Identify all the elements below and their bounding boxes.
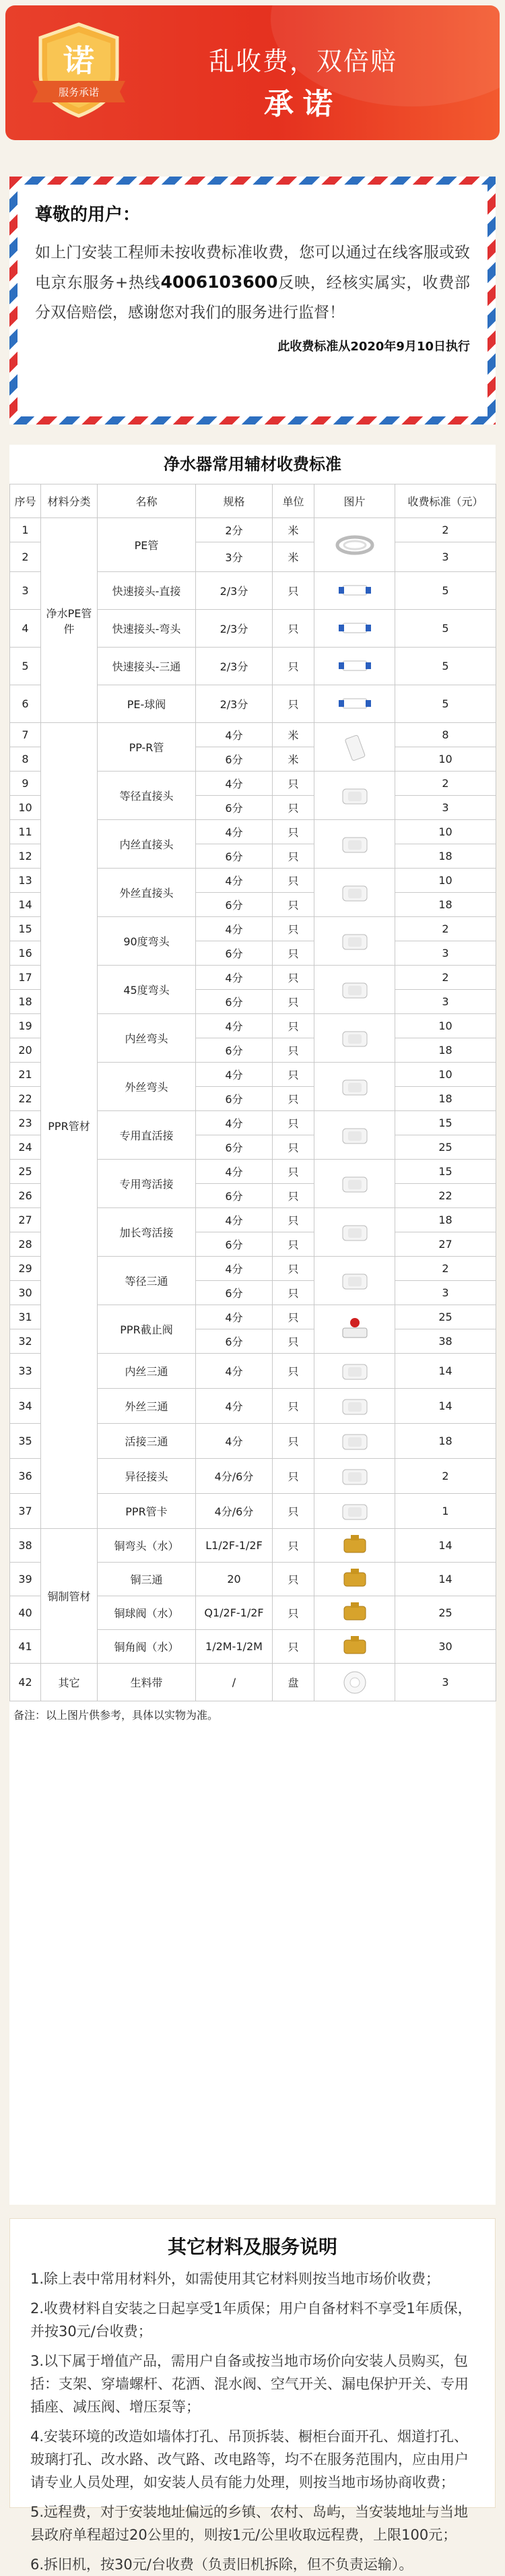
letter-body-text: 如上门安装工程师未按收费标准收费，您可以通过在线客服或致电京东服务+热线	[35, 244, 470, 292]
item-unit: 米	[273, 518, 314, 542]
item-unit: 盘	[273, 1664, 314, 1701]
row-number: 6	[10, 685, 41, 723]
item-name: 外丝三通	[98, 1389, 196, 1424]
row-number: 42	[10, 1664, 41, 1701]
item-spec: 2/3分	[196, 648, 273, 685]
item-unit: 米	[273, 747, 314, 772]
item-spec: 4分	[196, 1014, 273, 1038]
item-image	[314, 1459, 395, 1494]
item-name: 铜球阀（水）	[98, 1596, 196, 1630]
item-price: 14	[395, 1354, 496, 1389]
row-number: 19	[10, 1014, 41, 1038]
item-unit: 只	[273, 1087, 314, 1111]
item-image	[314, 1389, 395, 1424]
table-note: 备注：以上图片供参考，具体以实物为准。	[13, 1709, 219, 1722]
item-spec: 4分	[196, 1354, 273, 1389]
row-number: 20	[10, 1038, 41, 1063]
item-spec: 4分	[196, 820, 273, 844]
row-number: 21	[10, 1063, 41, 1087]
item-unit: 只	[273, 1208, 314, 1232]
banner-subtitle: 承诺	[264, 87, 342, 121]
letter-greeting: 尊敬的用户：	[35, 205, 141, 225]
row-number: 7	[10, 723, 41, 747]
row-number: 40	[10, 1596, 41, 1630]
row-number: 26	[10, 1184, 41, 1208]
item-unit: 米	[273, 542, 314, 572]
item-spec: 6分	[196, 1135, 273, 1160]
table-row	[10, 1664, 496, 1701]
item-spec: 2/3分	[196, 572, 273, 610]
item-image	[314, 648, 395, 685]
item-image	[314, 1160, 395, 1208]
item-spec: 4分	[196, 1424, 273, 1459]
product-icon	[333, 1267, 376, 1294]
row-number: 3	[10, 572, 41, 610]
item-price: 2	[395, 518, 496, 542]
product-icon	[333, 577, 376, 604]
item-spec: 4分/6分	[196, 1459, 273, 1494]
row-number: 24	[10, 1135, 41, 1160]
header-unit: 单位	[273, 484, 314, 518]
item-name: 快速接头-直接	[98, 572, 196, 610]
item-unit: 只	[273, 1135, 314, 1160]
service-note-item: 6.拆旧机，按30元/台收费（负责旧机拆除，但不负责运输）。	[30, 2556, 413, 2573]
item-price: 3	[395, 941, 496, 966]
row-number: 9	[10, 772, 41, 796]
item-price: 30	[395, 1630, 496, 1664]
service-note-item: 1.除上表中常用材料外，如需使用其它材料则按当地市场价收费；	[30, 2271, 440, 2287]
table-row	[10, 1529, 496, 1563]
item-price: 5	[395, 685, 496, 723]
item-name: 快速接头-弯头	[98, 610, 196, 648]
item-unit: 只	[273, 1232, 314, 1257]
item-unit: 只	[273, 1354, 314, 1389]
item-unit: 只	[273, 1529, 314, 1563]
item-price: 18	[395, 1038, 496, 1063]
item-spec: 6分	[196, 1038, 273, 1063]
item-name: PPR截止阀	[98, 1305, 196, 1354]
item-unit: 只	[273, 685, 314, 723]
item-spec: 6分	[196, 1184, 273, 1208]
item-spec: 2/3分	[196, 685, 273, 723]
product-icon	[333, 1358, 376, 1385]
row-number: 25	[10, 1160, 41, 1184]
item-name: 45度弯头	[98, 966, 196, 1014]
product-icon	[333, 831, 376, 858]
item-name: PPR管卡	[98, 1494, 196, 1529]
item-spec: 6分	[196, 1087, 273, 1111]
item-price: 1	[395, 1494, 496, 1529]
item-name: 内丝弯头	[98, 1014, 196, 1063]
item-spec: 6分	[196, 1232, 273, 1257]
item-price: 14	[395, 1389, 496, 1424]
item-name: 外丝直接头	[98, 869, 196, 917]
row-number: 37	[10, 1494, 41, 1529]
item-image	[314, 1596, 395, 1630]
item-price: 10	[395, 869, 496, 893]
product-icon	[333, 615, 376, 642]
item-spec: 4分	[196, 1305, 273, 1329]
item-price: 3	[395, 1664, 496, 1701]
product-icon	[333, 1532, 376, 1559]
product-icon	[333, 782, 376, 809]
row-number: 11	[10, 820, 41, 844]
item-spec: /	[196, 1664, 273, 1701]
item-spec: 2/3分	[196, 610, 273, 648]
product-icon	[333, 532, 376, 559]
service-notes-title: 其它材料及服务说明	[167, 2236, 337, 2258]
item-unit: 只	[273, 1257, 314, 1281]
row-number: 15	[10, 917, 41, 941]
item-unit: 只	[273, 1111, 314, 1135]
item-image	[314, 1630, 395, 1664]
product-icon	[333, 976, 376, 1003]
row-number: 8	[10, 747, 41, 772]
row-number: 36	[10, 1459, 41, 1494]
item-price: 2	[395, 966, 496, 990]
item-spec: 4分	[196, 723, 273, 747]
item-name: 专用弯活接	[98, 1160, 196, 1208]
service-note-item: 5.远程费，对于安装地址偏远的乡镇、农村、岛屿，当安装地址与当地县政府单程超过20公里的，则按1元/公里收取远程费，上限100元；	[30, 2504, 469, 2543]
item-spec: 6分	[196, 941, 273, 966]
product-icon	[333, 928, 376, 955]
item-unit: 只	[273, 917, 314, 941]
product-icon	[333, 1025, 376, 1052]
item-price: 10	[395, 1063, 496, 1087]
product-icon	[333, 653, 376, 680]
row-number: 23	[10, 1111, 41, 1135]
item-price: 5	[395, 610, 496, 648]
item-unit: 只	[273, 1329, 314, 1354]
item-name: 内丝直接头	[98, 820, 196, 869]
header-category: 材料分类	[41, 484, 98, 518]
item-unit: 只	[273, 1596, 314, 1630]
row-number: 30	[10, 1281, 41, 1305]
item-spec: 4分	[196, 1208, 273, 1232]
item-name: 90度弯头	[98, 917, 196, 966]
item-spec: 4分	[196, 869, 273, 893]
letter-body	[35, 238, 470, 327]
product-icon	[333, 1566, 376, 1593]
category-cell: 铜制管材	[41, 1529, 98, 1664]
item-unit: 只	[273, 966, 314, 990]
category-cell: PPR管材	[41, 723, 98, 1529]
item-unit: 只	[273, 1389, 314, 1424]
item-price: 3	[395, 796, 496, 820]
row-number: 29	[10, 1257, 41, 1281]
item-price: 3	[395, 542, 496, 572]
product-icon	[333, 1393, 376, 1420]
item-spec: 3分	[196, 542, 273, 572]
row-number: 13	[10, 869, 41, 893]
fee-table-body	[10, 518, 496, 1701]
item-spec: 6分	[196, 1281, 273, 1305]
item-price: 15	[395, 1160, 496, 1184]
item-name: 生料带	[98, 1664, 196, 1701]
item-price: 18	[395, 1424, 496, 1459]
item-name: 异径接头	[98, 1459, 196, 1494]
item-unit: 只	[273, 1063, 314, 1087]
product-icon	[333, 1122, 376, 1149]
product-icon	[333, 1219, 376, 1246]
item-image	[314, 1305, 395, 1354]
item-image	[314, 572, 395, 610]
item-unit: 只	[273, 1305, 314, 1329]
item-image	[314, 1063, 395, 1111]
item-unit: 只	[273, 1630, 314, 1664]
item-unit: 只	[273, 1014, 314, 1038]
row-number: 12	[10, 844, 41, 869]
item-price: 25	[395, 1596, 496, 1630]
item-spec: 6分	[196, 796, 273, 820]
item-unit: 只	[273, 893, 314, 917]
item-unit: 只	[273, 869, 314, 893]
item-name: 活接三通	[98, 1424, 196, 1459]
service-notes	[9, 2218, 496, 2573]
service-note-item: 4.安装环境的改造如墙体打孔、吊顶拆装、橱柜台面开孔、烟道打孔、玻璃打孔、改水路、改气路、改电路等，均不在服务范围内，应由用户请专业人员处理，如安装人员有能力处理，则按当地市场协商收费；	[30, 2428, 469, 2490]
banner-title: 乱收费，双倍赔	[208, 46, 397, 76]
fee-table-section	[9, 445, 496, 2205]
item-price: 18	[395, 893, 496, 917]
item-price: 27	[395, 1232, 496, 1257]
item-unit: 只	[273, 844, 314, 869]
item-name: PP-R管	[98, 723, 196, 772]
item-spec: Q1/2F-1/2F	[196, 1596, 273, 1630]
header-price: 收费标准（元）	[395, 484, 496, 518]
item-unit: 只	[273, 820, 314, 844]
item-price: 18	[395, 844, 496, 869]
item-name: 加长弯活接	[98, 1208, 196, 1257]
letter-body-text-2: 反映，经核实属实，收费部分双倍赔偿，感谢您对我们的服务进行监督！	[35, 274, 470, 321]
item-unit: 只	[273, 572, 314, 610]
item-spec: 4分	[196, 966, 273, 990]
header-image: 图片	[314, 484, 395, 518]
hotline-number: 4006103600	[160, 272, 278, 292]
item-image	[314, 1424, 395, 1459]
item-image	[314, 820, 395, 869]
row-number: 32	[10, 1329, 41, 1354]
item-name: 等径直接头	[98, 772, 196, 820]
item-price: 18	[395, 1087, 496, 1111]
item-spec: 20	[196, 1563, 273, 1596]
item-image	[314, 610, 395, 648]
product-icon	[333, 1316, 376, 1343]
item-name: 快速接头-三通	[98, 648, 196, 685]
row-number: 39	[10, 1563, 41, 1596]
item-unit: 只	[273, 1281, 314, 1305]
product-icon	[333, 1428, 376, 1455]
item-image	[314, 869, 395, 917]
item-name: 铜三通	[98, 1563, 196, 1596]
item-price: 8	[395, 723, 496, 747]
badge-text: 诺	[63, 42, 94, 79]
fee-table	[9, 484, 496, 1701]
service-note-item: 2.收费材料自安装之日起享受1年质保；用户自备材料不享受1年质保，并按30元/台收费；	[30, 2300, 472, 2339]
header-no: 序号	[10, 484, 41, 518]
product-icon	[333, 1073, 376, 1100]
item-unit: 只	[273, 796, 314, 820]
row-number: 14	[10, 893, 41, 917]
item-name: 专用直活接	[98, 1111, 196, 1160]
badge-ribbon-text: 服务承诺	[58, 86, 100, 98]
category-cell: 净水PE管件	[41, 518, 98, 723]
row-number: 17	[10, 966, 41, 990]
product-icon	[333, 1498, 376, 1525]
item-price: 14	[395, 1529, 496, 1563]
item-image	[314, 685, 395, 723]
item-image	[314, 917, 395, 966]
row-number: 4	[10, 610, 41, 648]
product-icon	[333, 1600, 376, 1627]
fee-table-title: 净水器常用辅材收费标准	[164, 455, 341, 474]
item-unit: 只	[273, 772, 314, 796]
item-unit: 只	[273, 610, 314, 648]
row-number: 34	[10, 1389, 41, 1424]
item-price: 10	[395, 747, 496, 772]
item-spec: 4分/6分	[196, 1494, 273, 1529]
item-price: 2	[395, 1459, 496, 1494]
service-note-item: 3.以下属于增值产品，需用户自备或按当地市场价向安装人员购买，包括：支架、穿墙螺杆、花洒、混水阀、空气开关、漏电保护开关、专用插座、减压阀、增压泵等；	[30, 2353, 469, 2415]
item-price: 3	[395, 990, 496, 1014]
item-price: 3	[395, 1281, 496, 1305]
item-spec: 2分	[196, 518, 273, 542]
item-image	[314, 1111, 395, 1160]
item-image	[314, 966, 395, 1014]
item-name: 铜角阀（水）	[98, 1630, 196, 1664]
product-icon	[333, 1463, 376, 1490]
table-header-row	[10, 484, 496, 518]
item-name: 等径三通	[98, 1257, 196, 1305]
product-icon	[333, 1170, 376, 1197]
header-spec: 规格	[196, 484, 273, 518]
item-spec: 6分	[196, 990, 273, 1014]
table-row	[10, 518, 496, 542]
product-icon	[333, 1669, 376, 1696]
row-number: 10	[10, 796, 41, 820]
item-unit: 只	[273, 1160, 314, 1184]
item-spec: 1/2M-1/2M	[196, 1630, 273, 1664]
item-spec: 4分	[196, 1257, 273, 1281]
item-spec: 4分	[196, 917, 273, 941]
item-price: 2	[395, 1257, 496, 1281]
notice-letter	[9, 177, 496, 425]
item-name: 外丝弯头	[98, 1063, 196, 1111]
item-spec: 6分	[196, 747, 273, 772]
row-number: 27	[10, 1208, 41, 1232]
item-unit: 只	[273, 941, 314, 966]
item-spec: 4分	[196, 1063, 273, 1087]
item-unit: 只	[273, 648, 314, 685]
item-unit: 只	[273, 990, 314, 1014]
row-number: 16	[10, 941, 41, 966]
item-price: 15	[395, 1111, 496, 1135]
item-image	[314, 1257, 395, 1305]
item-spec: 6分	[196, 1329, 273, 1354]
item-name: 内丝三通	[98, 1354, 196, 1389]
row-number: 22	[10, 1087, 41, 1111]
item-name: PE-球阀	[98, 685, 196, 723]
row-number: 41	[10, 1630, 41, 1664]
item-spec: 6分	[196, 893, 273, 917]
item-name: PE管	[98, 518, 196, 572]
item-unit: 只	[273, 1038, 314, 1063]
item-price: 2	[395, 772, 496, 796]
item-price: 10	[395, 820, 496, 844]
item-image	[314, 772, 395, 820]
item-unit: 米	[273, 723, 314, 747]
item-image	[314, 1664, 395, 1701]
execution-date-note: 此收费标准从2020年9月10日执行	[277, 340, 470, 354]
product-icon	[333, 1633, 376, 1660]
item-unit: 只	[273, 1494, 314, 1529]
row-number: 35	[10, 1424, 41, 1459]
item-spec: L1/2F-1/2F	[196, 1529, 273, 1563]
item-price: 38	[395, 1329, 496, 1354]
category-cell: 其它	[41, 1664, 98, 1701]
row-number: 5	[10, 648, 41, 685]
product-icon	[333, 734, 376, 761]
item-price: 5	[395, 572, 496, 610]
item-image	[314, 1494, 395, 1529]
item-spec: 4分	[196, 772, 273, 796]
row-number: 2	[10, 542, 41, 572]
item-price: 2	[395, 917, 496, 941]
row-number: 28	[10, 1232, 41, 1257]
item-unit: 只	[273, 1184, 314, 1208]
row-number: 31	[10, 1305, 41, 1329]
item-image	[314, 1014, 395, 1063]
item-spec: 4分	[196, 1389, 273, 1424]
item-spec: 4分	[196, 1111, 273, 1135]
item-image	[314, 1208, 395, 1257]
item-price: 22	[395, 1184, 496, 1208]
item-unit: 只	[273, 1459, 314, 1494]
row-number: 33	[10, 1354, 41, 1389]
item-price: 25	[395, 1305, 496, 1329]
item-price: 14	[395, 1563, 496, 1596]
table-row	[10, 723, 496, 747]
promise-banner	[5, 5, 500, 140]
item-unit: 只	[273, 1424, 314, 1459]
row-number: 38	[10, 1529, 41, 1563]
item-spec: 6分	[196, 844, 273, 869]
item-price: 18	[395, 1208, 496, 1232]
item-unit: 只	[273, 1563, 314, 1596]
item-image	[314, 1529, 395, 1563]
item-image	[314, 518, 395, 572]
product-icon	[333, 691, 376, 718]
header-name: 名称	[98, 484, 196, 518]
item-image	[314, 1563, 395, 1596]
row-number: 1	[10, 518, 41, 542]
item-price: 10	[395, 1014, 496, 1038]
row-number: 18	[10, 990, 41, 1014]
item-image	[314, 723, 395, 772]
item-image	[314, 1354, 395, 1389]
item-price: 25	[395, 1135, 496, 1160]
item-name: 铜弯头（水）	[98, 1529, 196, 1563]
item-price: 5	[395, 648, 496, 685]
item-spec: 4分	[196, 1160, 273, 1184]
product-icon	[333, 879, 376, 906]
